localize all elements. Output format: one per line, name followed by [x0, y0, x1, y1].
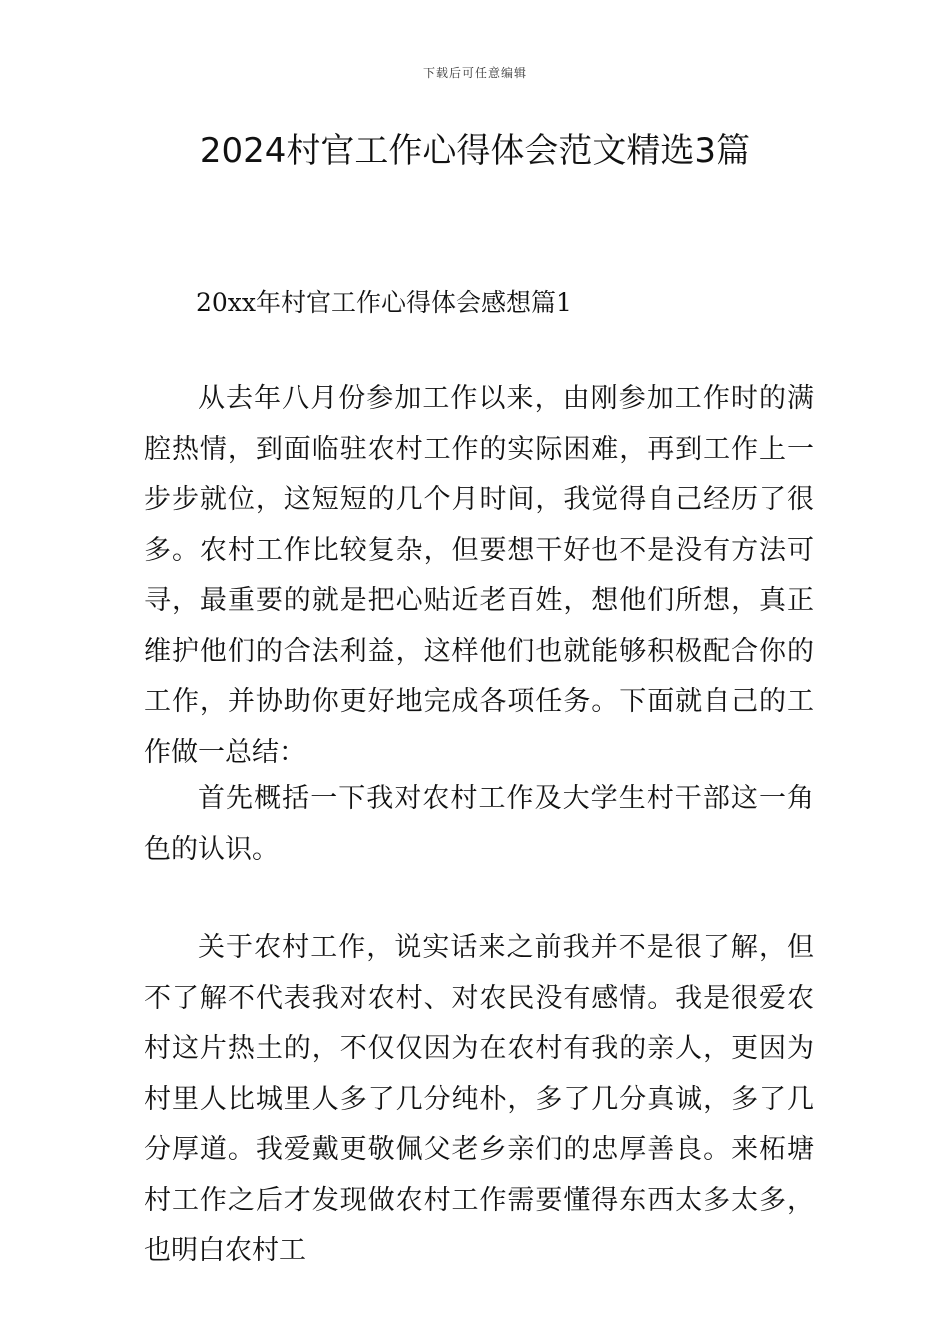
paragraph-3: 关于农村工作，说实话来之前我并不是很了解，但不了解不代表我对农村、对农民没有感情。我是很爱农村这片热土的，不仅仅因为在农村有我的亲人，更因为村里人比城里人多了几分纯朴，多了几分真诚，多了几分厚道。我爱戴更敬佩父老乡亲们的忠厚善良。来柘塘村工作之后才发现做农村工作需要懂得东西太多太多，也明白农村工 [144, 932, 814, 1266]
paragraph-1: 从去年八月份参加工作以来，由刚参加工作时的满腔热情，到面临驻农村工作的实际困难，再到工作上一步步就位，这短短的几个月时间，我觉得自己经历了很多。农村工作比较复杂，但要想干好也不是没有方法可寻，最重要的就是把心贴近老百姓，想他们所想，真正维护他们的合法利益，这样他们也就能够积极配合你的工作，并协助你更好地完成各项任务。下面就自己的工作做一总结： [144, 383, 814, 768]
paragraph-2: 首先概括一下我对农村工作及大学生村干部这一角色的认识。 [144, 783, 814, 865]
section-heading: 20xx年村官工作心得体会感想篇1 [196, 288, 572, 317]
document-title: 2024村官工作心得体会范文精选3篇 [199, 131, 751, 171]
header-note: 下载后可任意编辑 [422, 66, 527, 80]
